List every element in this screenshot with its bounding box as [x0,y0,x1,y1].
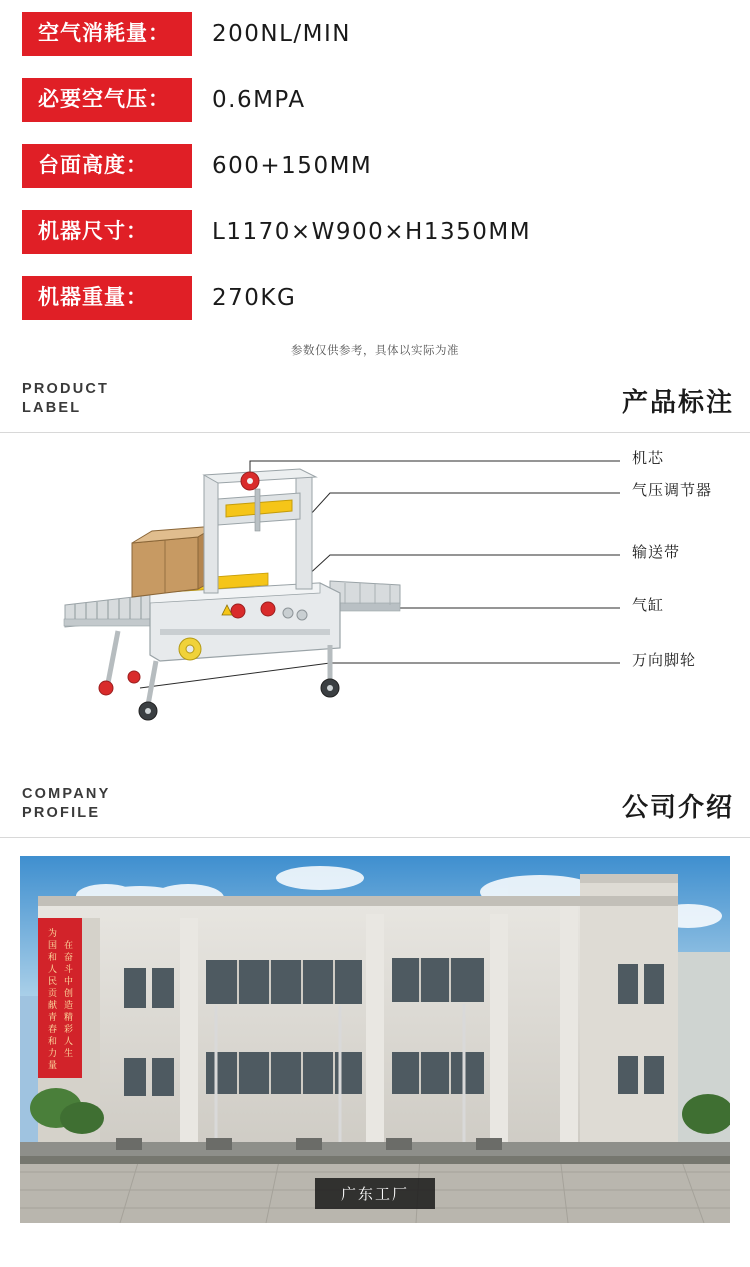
spec-value: 600+150MM [212,153,373,179]
section-header-product-label [0,370,750,433]
callout-label-cylinder: 气缸 [632,597,665,614]
svg-text:创: 创 [64,989,74,999]
conveyor-left [64,595,152,627]
svg-text:人: 人 [64,1037,74,1047]
section-title-en-line2: LABEL [22,400,82,416]
section-title-cn: 公司介绍 [621,792,734,822]
svg-text:生: 生 [64,1049,74,1059]
svg-text:力: 力 [48,1049,58,1059]
svg-text:奋: 奋 [64,953,74,963]
section-header-company-profile [0,775,750,838]
svg-text:斗: 斗 [64,965,74,975]
spec-key: 机器尺寸： [22,210,192,254]
svg-text:量: 量 [48,1061,58,1071]
svg-text:和: 和 [48,953,58,963]
spec-key: 机器重量： [22,276,192,320]
svg-text:青: 青 [48,1013,58,1023]
spec-value: 0.6MPA [212,87,306,113]
carton-box [132,526,216,597]
knob-red-1 [231,604,245,618]
factory-building-illustration [20,856,730,1223]
product-diagram [0,433,750,763]
svg-text:在: 在 [64,941,74,951]
spec-key: 台面高度： [22,144,192,188]
factory-photo [20,856,730,1223]
spec-table [0,0,750,358]
spec-value: L1170×W900×H1350MM [212,219,532,245]
factory-caption: 广东工厂 [315,1178,435,1209]
section-title-en-line1: PRODUCT [22,381,110,397]
svg-text:中: 中 [64,977,74,987]
table-row [0,276,750,320]
section-title-en [22,785,172,823]
section-title-en-line2: PROFILE [22,805,101,821]
spec-key: 空气消耗量： [22,12,192,56]
callout-label-caster: 万向脚轮 [632,652,697,669]
svg-text:贡: 贡 [48,989,58,999]
svg-text:为: 为 [48,929,58,939]
spec-key: 必要空气压： [22,78,192,122]
section-title-cn: 产品标注 [621,387,734,417]
section-title-en [22,380,172,418]
callout-label-core: 机芯 [632,450,665,467]
table-row [0,78,750,122]
table-row [0,144,750,188]
spec-disclaimer: 参数仅供参考，具体以实际为准 [291,345,459,357]
svg-text:民: 民 [48,977,58,987]
callout-label-air-regulator: 气压调节器 [632,482,713,499]
svg-text:献: 献 [48,1001,58,1011]
svg-text:和: 和 [48,1037,58,1047]
svg-text:精: 精 [64,1013,74,1023]
svg-text:春: 春 [48,1025,58,1035]
table-row [0,12,750,56]
svg-text:人: 人 [48,965,58,975]
section-title-en-line1: COMPANY [22,786,111,802]
table-row [0,210,750,254]
red-banner [38,918,82,1078]
callout-label-conveyor-belt: 输送带 [632,544,681,561]
svg-text:国: 国 [48,941,58,951]
spec-value: 200NL/MIN [212,21,352,47]
spec-value: 270KG [212,285,297,311]
svg-text:彩: 彩 [64,1025,74,1035]
knob-red-2 [261,602,275,616]
svg-text:造: 造 [64,1001,74,1011]
